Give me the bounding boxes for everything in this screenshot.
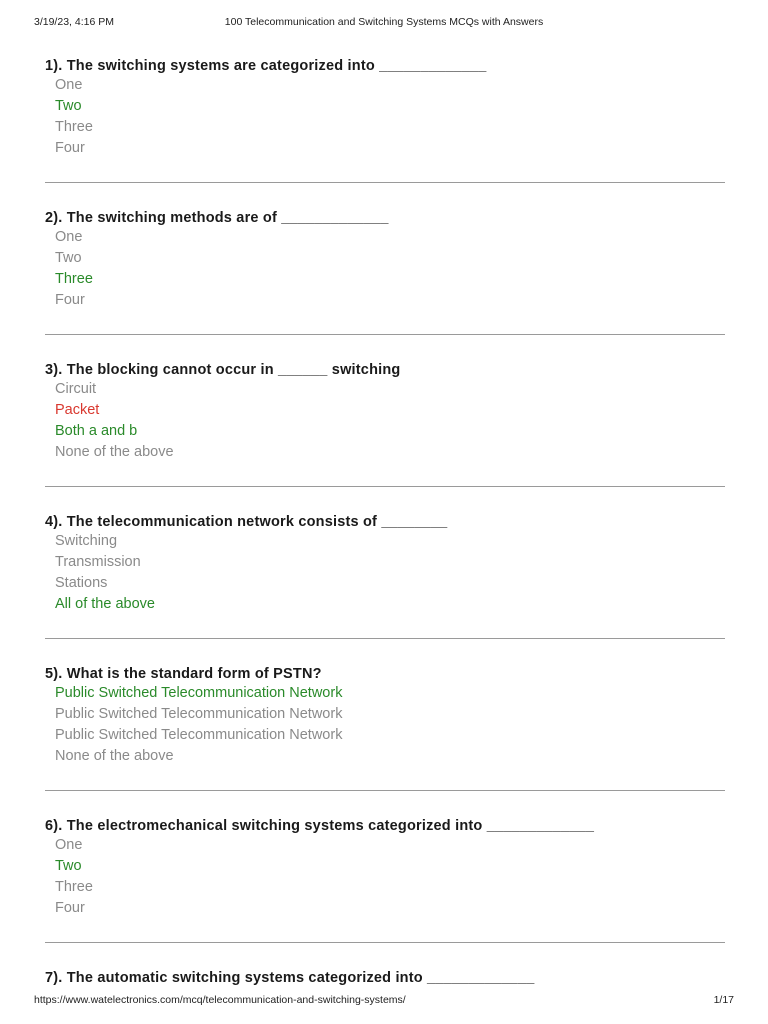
option: All of the above: [55, 596, 155, 612]
question-2: [45, 209, 725, 361]
option: Two: [55, 98, 82, 114]
divider: [45, 334, 725, 335]
option: Public Switched Telecommunication Network: [55, 727, 343, 743]
question-6-options: [45, 835, 725, 919]
option: Transmission: [55, 554, 141, 570]
option: Packet: [55, 402, 100, 418]
option: Circuit: [55, 381, 97, 397]
question-2-options: [45, 227, 725, 311]
divider: [45, 942, 725, 943]
question-5-title: 5). What is the standard form of PSTN?: [45, 666, 322, 682]
option: Public Switched Telecommunication Network: [55, 685, 343, 701]
option: Two: [55, 250, 82, 266]
option: One: [55, 77, 83, 93]
page-number: 1/17: [713, 994, 734, 1006]
print-header: [0, 16, 768, 30]
question-3: [45, 361, 725, 513]
option: Both a and b: [55, 423, 138, 439]
option: Three: [55, 271, 93, 287]
option: One: [55, 229, 83, 245]
question-5: [45, 665, 725, 817]
divider: [45, 182, 725, 183]
option: Public Switched Telecommunication Network: [55, 706, 343, 722]
document-title: 100 Telecommunication and Switching Systems MCQs with Answers: [224, 16, 544, 28]
option: Four: [55, 140, 85, 156]
question-6: [45, 817, 725, 969]
option: Three: [55, 119, 93, 135]
question-4: [45, 513, 725, 665]
divider: [45, 486, 725, 487]
question-5-options: [45, 683, 725, 767]
option: None of the above: [55, 748, 174, 764]
question-1: [45, 57, 725, 209]
divider: [45, 790, 725, 791]
divider: [45, 638, 725, 639]
page-url: https://www.watelectronics.com/mcq/telecommunication-and-switching-systems/: [34, 994, 406, 1006]
question-4-title: 4). The telecommunication network consists of ________: [45, 514, 448, 530]
question-2-title: 2). The switching methods are of _____________: [45, 210, 389, 226]
option: Four: [55, 292, 85, 308]
question-1-title: 1). The switching systems are categorized into _____________: [45, 58, 487, 74]
option: One: [55, 837, 83, 853]
question-4-options: [45, 531, 725, 615]
question-6-title: 6). The electromechanical switching systems categorized into _____________: [45, 818, 595, 834]
option: Three: [55, 879, 93, 895]
question-3-options: [45, 379, 725, 463]
question-3-title: 3). The blocking cannot occur in ______ switching: [45, 362, 401, 378]
question-list: [45, 57, 725, 999]
option: Four: [55, 900, 85, 916]
option: Two: [55, 858, 82, 874]
option: Stations: [55, 575, 108, 591]
option: None of the above: [55, 444, 174, 460]
print-timestamp: 3/19/23, 4:16 PM: [34, 16, 114, 28]
question-1-options: [45, 75, 725, 159]
question-7-title: 7). The automatic switching systems categorized into _____________: [45, 970, 535, 986]
option: Switching: [55, 533, 118, 549]
